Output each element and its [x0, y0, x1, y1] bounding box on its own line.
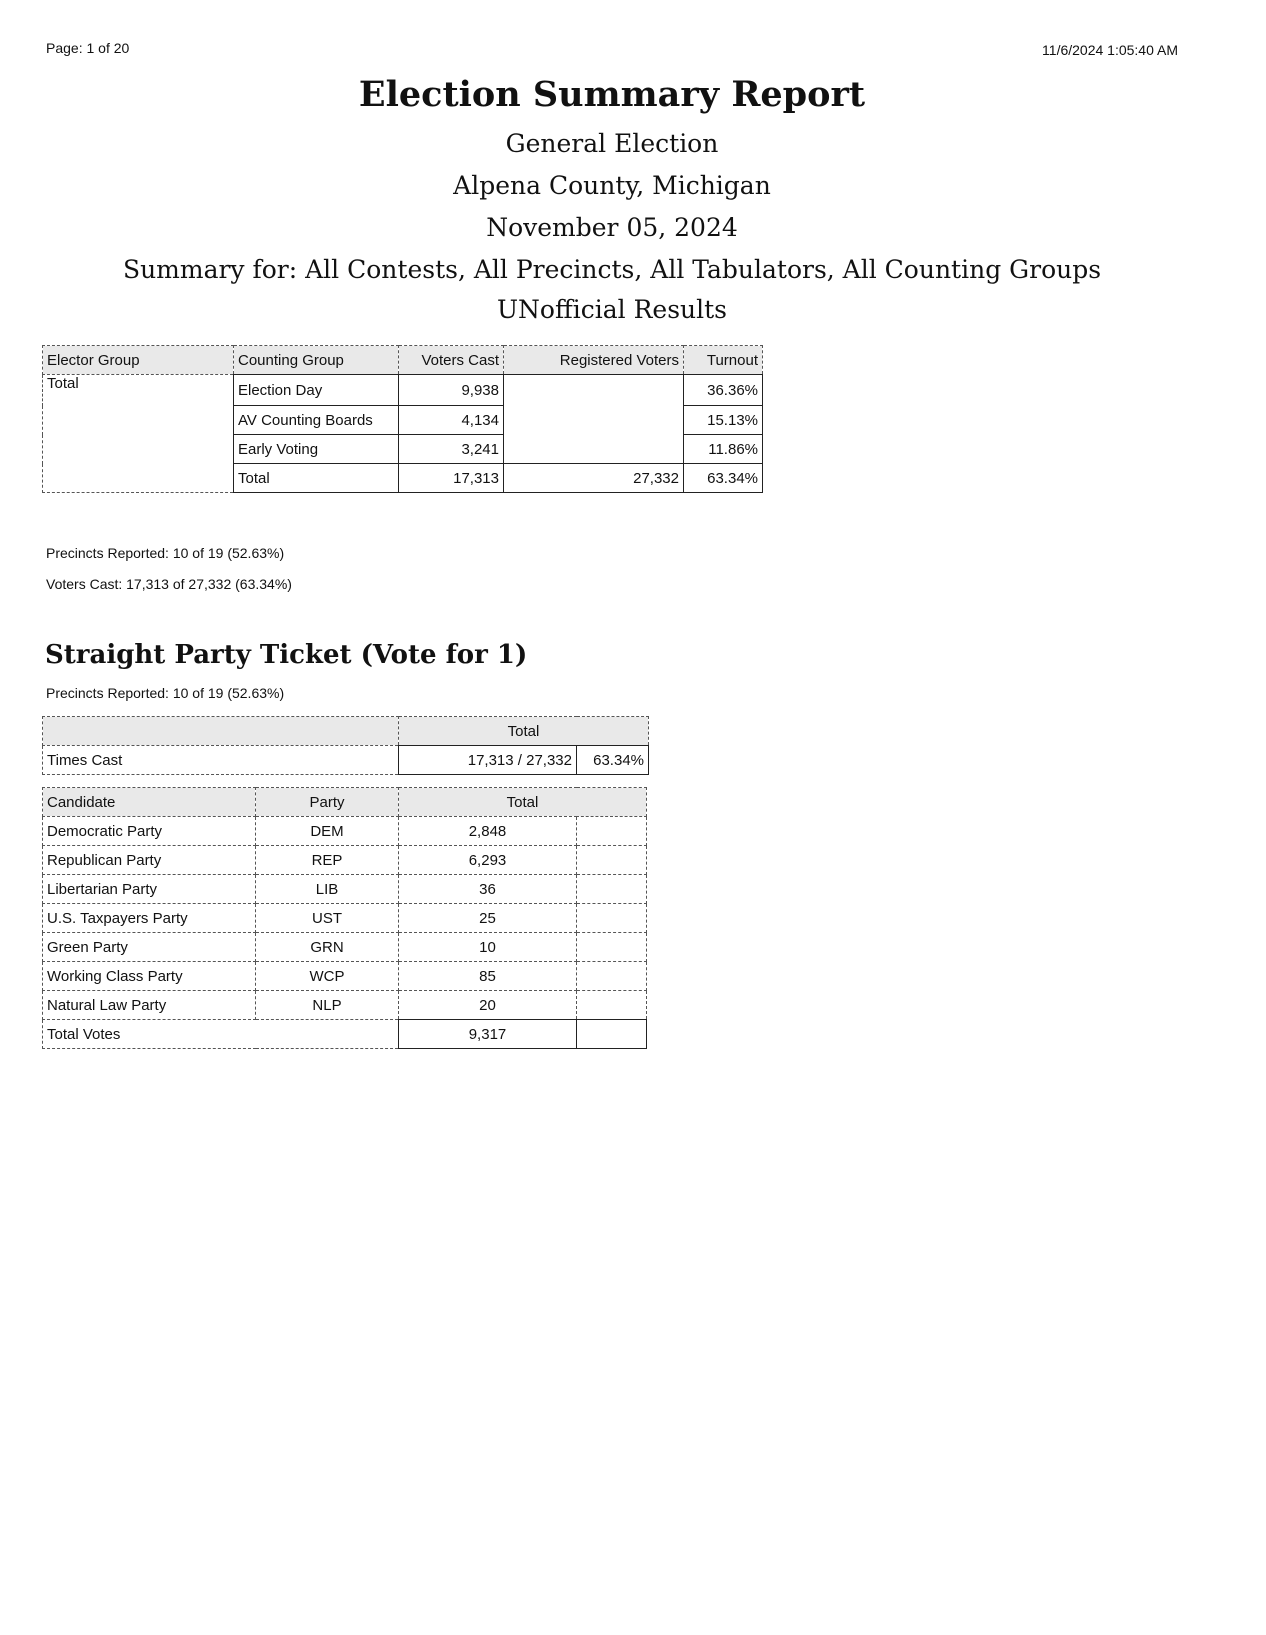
party-cell: UST: [256, 904, 399, 933]
pct-cell: [577, 991, 647, 1020]
pct-cell: [577, 962, 647, 991]
table-row: [43, 904, 647, 933]
party-cell: REP: [256, 846, 399, 875]
times-cast-table: [42, 716, 649, 775]
candidate-cell: Green Party: [43, 933, 256, 962]
total-cell: 6,293: [399, 846, 577, 875]
precincts-reported: Precincts Reported: 10 of 19 (52.63%): [46, 545, 285, 561]
candidate-cell: U.S. Taxpayers Party: [43, 904, 256, 933]
header-party: Party: [256, 788, 399, 817]
total-votes-value: 9,317: [399, 1020, 577, 1049]
counting-group-cell: Total: [234, 464, 399, 493]
candidate-cell: Democratic Party: [43, 817, 256, 846]
party-cell: GRN: [256, 933, 399, 962]
summary-scope: Summary for: All Contests, All Precincts, All Tabulators, All Counting Groups: [122, 255, 1102, 284]
counting-group-cell: AV Counting Boards: [234, 406, 399, 435]
total-cell: 25: [399, 904, 577, 933]
times-cast-pct: 63.34%: [577, 746, 649, 775]
turnout-table: [42, 345, 763, 493]
turnout-cell: 15.13%: [684, 406, 763, 435]
table-row: [43, 933, 647, 962]
registered-cell: 27,332: [504, 464, 684, 493]
registered-cell: [504, 375, 684, 464]
table-row: [43, 991, 647, 1020]
turnout-cell: 11.86%: [684, 435, 763, 464]
voters-cast-summary: Voters Cast: 17,313 of 27,332 (63.34%): [46, 576, 292, 592]
party-cell: DEM: [256, 817, 399, 846]
print-timestamp: 11/6/2024 1:05:40 AM: [1042, 42, 1178, 58]
header-voters-cast: Voters Cast: [399, 346, 504, 375]
counting-group-cell: Election Day: [234, 375, 399, 406]
candidate-cell: Republican Party: [43, 846, 256, 875]
total-cell: 20: [399, 991, 577, 1020]
times-cast-label: Times Cast: [43, 746, 399, 775]
total-cell: 2,848: [399, 817, 577, 846]
total-votes-label: Total Votes: [43, 1020, 399, 1049]
table-row: [43, 817, 647, 846]
turnout-cell: 63.34%: [684, 464, 763, 493]
turnout-cell: 36.36%: [684, 375, 763, 406]
contest-precincts-reported: Precincts Reported: 10 of 19 (52.63%): [46, 685, 285, 701]
total-cell: 85: [399, 962, 577, 991]
header-elector-group: Elector Group: [43, 346, 234, 375]
total-votes-row: [43, 1020, 647, 1049]
header-total: Total: [399, 788, 647, 817]
header-total: Total: [399, 717, 649, 746]
table-row: [43, 962, 647, 991]
contest-title: Straight Party Ticket (Vote for 1): [45, 640, 528, 670]
voters-cast-cell: 4,134: [399, 406, 504, 435]
county-name: Alpena County, Michigan: [453, 171, 771, 200]
table-header-row: [43, 346, 763, 375]
candidate-cell: Natural Law Party: [43, 991, 256, 1020]
party-cell: WCP: [256, 962, 399, 991]
table-row: [43, 846, 647, 875]
pct-cell: [577, 875, 647, 904]
party-cell: LIB: [256, 875, 399, 904]
header-registered-voters: Registered Voters: [504, 346, 684, 375]
results-status: UNofficial Results: [496, 295, 728, 324]
report-title: Election Summary Report: [358, 74, 866, 115]
total-cell: 36: [399, 875, 577, 904]
voters-cast-cell: 3,241: [399, 435, 504, 464]
pct-cell: [577, 817, 647, 846]
times-cast-value: 17,313 / 27,332: [399, 746, 577, 775]
table-row: [43, 875, 647, 904]
candidate-cell: Working Class Party: [43, 962, 256, 991]
times-cast-row: [43, 746, 649, 775]
voters-cast-cell: 9,938: [399, 375, 504, 406]
counting-group-cell: Early Voting: [234, 435, 399, 464]
page-number: Page: 1 of 20: [46, 40, 130, 56]
header-blank: [43, 717, 399, 746]
pct-cell: [577, 904, 647, 933]
header-counting-group: Counting Group: [234, 346, 399, 375]
pct-cell: [577, 846, 647, 875]
election-date: November 05, 2024: [486, 213, 738, 242]
table-header-row: [43, 717, 649, 746]
total-cell: 10: [399, 933, 577, 962]
header-turnout: Turnout: [684, 346, 763, 375]
election-name: General Election: [505, 129, 719, 158]
pct-cell: [577, 933, 647, 962]
voters-cast-cell: 17,313: [399, 464, 504, 493]
candidate-results-table: [42, 787, 647, 1049]
candidate-cell: Libertarian Party: [43, 875, 256, 904]
pct-cell: [577, 1020, 647, 1049]
elector-group-cell: Total: [43, 375, 234, 493]
table-row: [43, 375, 763, 406]
header-candidate: Candidate: [43, 788, 256, 817]
party-cell: NLP: [256, 991, 399, 1020]
table-header-row: [43, 788, 647, 817]
